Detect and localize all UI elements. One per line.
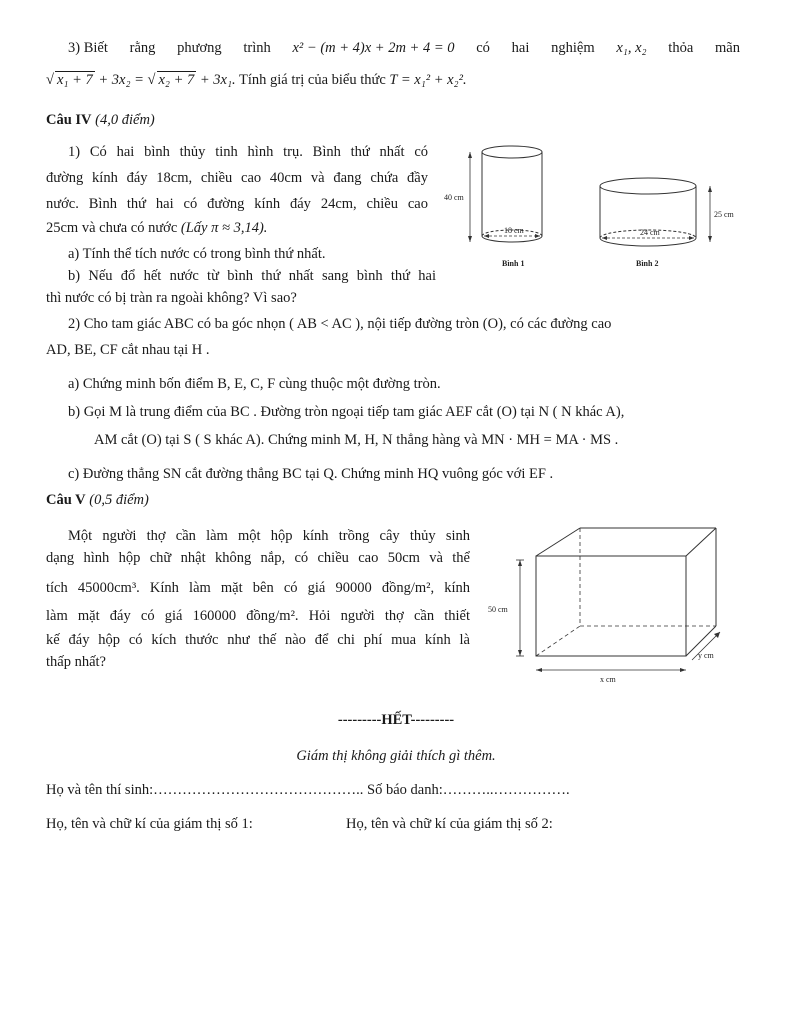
p3-tail-expr: T = x₁² + x₂². (389, 72, 467, 88)
p3-cond-left-rest: + 3x₂ = (94, 72, 148, 88)
q5-line2: dạng hình hộp chữ nhật không nắp, có chiều cao 50cm và thể (46, 550, 470, 566)
q5-line4: làm mặt đáy có giá 160000 đồng/m². Hỏi người thợ cần thiết (46, 608, 470, 624)
q5-line3: tích 45000cm³. Kính làm mặt bên có giá 90000 đồng/m², kính (46, 580, 470, 596)
box-figure (484, 520, 744, 690)
q4-p1-line1: 1) Có hai bình thủy tinh hình trụ. Bình thứ nhất có (68, 144, 428, 160)
q5-points: (0,5 điểm) (89, 492, 149, 508)
q5-line6: thấp nhất? (46, 654, 106, 670)
cylinder-2 (600, 178, 735, 268)
q4-p1-line2: đường kính đáy 18cm, chiều cao 40cm và đang chứa đầy (46, 170, 428, 186)
p3-line1 (68, 38, 740, 58)
radical-sign: √ (147, 72, 156, 88)
cylinder-1 (444, 146, 542, 268)
q4-points: (4,0 điểm) (95, 112, 155, 128)
p3-sqrt-right: x₂ + 7 (158, 72, 195, 88)
q4-heading (46, 110, 155, 130)
q4-p2-a: a) Chứng minh bốn điểm B, E, C, F cùng thuộc một đường tròn. (68, 376, 441, 392)
cylinders-figure (440, 138, 740, 278)
q4-p2-line1: 2) Cho tam giác ABC có ba góc nhọn ( AB < AC ), nội tiếp đường tròn (O), có các đường cao (68, 316, 612, 332)
proctor1-signature-label: Họ, tên và chữ kí của giám thị số 1: (46, 816, 253, 832)
p3-tail-text: Tính giá trị của biểu thức (235, 72, 390, 88)
q4-p1-line4 (46, 218, 267, 238)
p3-line2 (46, 70, 467, 90)
candidate-info-line: Họ và tên thí sinh:…………………………………….. Số báo danh:………..……………. (46, 782, 570, 798)
q4-p1-last-text: 25cm và chưa có nước (46, 220, 181, 236)
q4-title: Câu IV (46, 112, 92, 128)
q5-title: Câu V (46, 492, 86, 508)
q5-heading (46, 490, 149, 510)
cyl2-height-label: 25 cm (714, 210, 734, 219)
p3-word: 3) Biết (68, 40, 108, 56)
q4-p1-line3: nước. Bình thứ hai có đường kính đáy 24cm, chiều cao (46, 196, 428, 212)
cyl1-caption: Bình 1 (502, 259, 525, 268)
q4-p2-line2: AD, BE, CF cắt nhau tại H . (46, 342, 210, 358)
radical-sign: √ (46, 72, 54, 88)
p3-roots: x₁, x₂ (616, 40, 647, 56)
cyl1-height-label: 40 cm (444, 193, 464, 202)
p3-equation: x² − (m + 4)x + 2m + 4 = 0 (292, 40, 455, 56)
proctor2-signature-label: Họ, tên và chữ kí của giám thị số 2: (346, 816, 553, 832)
q4-p2-b2: AM cắt (O) tại S ( S khác A). Chứng minh M, H, N thẳng hàng và MN · MH = MA · MS . (94, 432, 619, 448)
proctor-note: Giám thị không giải thích gì thêm. (296, 748, 496, 764)
end-marker: ---------HẾT--------- (337, 712, 455, 728)
p3-word: hai (511, 40, 530, 56)
box-height-label: 50 cm (488, 605, 508, 614)
q4-p2-b1: b) Gọi M là trung điểm của BC . Đường tròn ngoại tiếp tam giác AEF cắt (O) tại N ( N khác A), (68, 404, 625, 420)
q5-line1: Một người thợ cần làm một hộp kính trồng cây thủy sinh (68, 528, 470, 544)
q4-p1-b1: b) Nếu đổ hết nước từ bình thứ nhất sang bình thứ hai (68, 268, 436, 284)
q5-line5: kế đáy hộp có kích thước như thế nào để chi phí mua kính là (46, 632, 470, 648)
q4-p1-b2: thì nước có bị tràn ra ngoài không? Vì sao? (46, 290, 297, 306)
q4-p1-last-pi: (Lấy π ≈ 3,14). (180, 220, 268, 236)
q4-p1-a: a) Tính thể tích nước có trong bình thứ nhất. (68, 246, 326, 262)
p3-word: nghiệm (551, 40, 595, 56)
q4-p2-c: c) Đường thẳng SN cắt đường thẳng BC tại Q. Chứng minh HQ vuông góc với EF . (68, 466, 554, 482)
p3-word: thỏa (668, 40, 694, 56)
p3-word: mãn (715, 40, 740, 56)
box-width-label: x cm (600, 675, 616, 684)
cyl2-diameter-label: 24 cm (640, 228, 660, 237)
p3-sqrt-left: x₁ + 7 (56, 72, 93, 88)
cyl2-caption: Bình 2 (636, 259, 659, 268)
p3-cond-right-rest: + 3x₁. (196, 72, 236, 88)
p3-word: rằng (129, 40, 156, 56)
cyl1-diameter-label: 18 cm (504, 226, 524, 235)
p3-word: trình (243, 40, 271, 56)
p3-word: có (476, 40, 490, 56)
p3-word: phương (177, 40, 222, 56)
box-depth-label: y cm (698, 651, 714, 660)
